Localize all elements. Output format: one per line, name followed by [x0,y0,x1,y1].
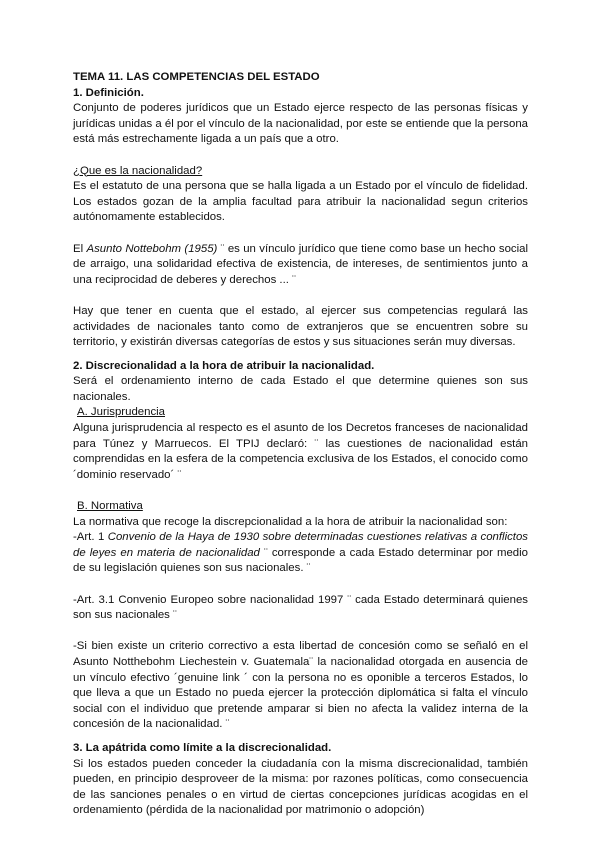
section-2-heading: 2. Discrecionalidad a la hora de atribuir la nacionalidad. [73,359,375,372]
section-1-paragraph-definition: Conjunto de poderes jurídicos que un Estado ejerce respecto de las personas físicas y jurídicas unidas a él por el vínculo de la nacionalidad, por este se entiende que la persona está más estrechamente ligada a un país que a otro. [73,102,528,146]
section-1-paragraph-estatuto: Es el estatuto de una persona que se halla ligada a un Estado por el vínculo de fidelidad. Los estados gozan de la amplia facultad para atribuir la nacionalidad segun criterios autónomamente establecidos. [73,180,528,224]
section-3-heading: 3. La apátrida como límite a la discrecionalidad. [73,741,332,754]
section-1-paragraph-competencias: Hay que tener en cuenta que el estado, al ejercer sus competencias regulará las actividades de nacionales tanto como de extranjeros que se encuentren sobre su territorio, y existirán diversas categorías de estos y sus situaciones serán muy diversas. [73,304,528,349]
art1-pre: -Art. 1 [73,531,108,544]
section-1-paragraph-nottebohm [73,242,528,289]
section-2b-art31: -Art. 3.1 Convenio Europeo sobre nacionalidad 1997 ¨ cada Estado determinará quienes son sus nacionales ¨ [73,593,528,622]
art1-convenio-title: Convenio de la Haya de 1930 sobre determinadas cuestiones relativas a conflictos de leyes en materia de nacionalidad [73,531,528,559]
section-2-paragraph-intro: Será el ordenamiento interno de cada Estado el que determine quienes son sus nacionales. [73,375,528,403]
section-2b-paragraph-correctivo: -Si bien existe un criterio correctivo a esta libertad de concesión como se señaló en el Asunto Notthebohm Liechestein v. Guatemala¨ la nacionalidad otorgada en ausencia de un vínculo efectivo ´genuine link ´ con la persona no es oponible a terceros Estados, lo que lleva a que un Estado no pueda ejercer la protección diplomática si falta el vínculo social con el individuo que pretende amparar si bien no afecta la validez interna de la concesión de la nacionalidad. ¨ [73,640,528,731]
art1-post: ¨ corresponde a cada Estado determinar por medio de su legislación quienes son sus nacionales. ¨ [73,546,528,575]
nottebohm-pre: El [73,242,87,255]
section-2b-heading: B. Normativa [77,500,143,513]
section-2b-paragraph-intro: La normativa que recoge la discrepcionalidad a la hora de atribuir la nacionalidad son: [73,515,508,528]
nottebohm-case-name: Asunto Nottebohm (1955) [86,242,218,255]
section-2a-heading: A. Jurisprudencia [77,406,166,419]
document-title: TEMA 11. LAS COMPETENCIAS DEL ESTADO [73,71,320,83]
section-3-paragraph: Si los estados pueden conceder la ciudadanía con la misma discrecionalidad, también pueden, en principio desproveer de la misma: por razones políticas, como consecuencia de las sanciones penales o en virtud de ciertas concepciones jurídicas acogidas en el ordenamiento (pérdida de la nacionalidad por matrimonio o adopción) [73,757,528,817]
section-2b-art1 [73,530,528,577]
section-2a-paragraph: Alguna jurisprudencia al respecto es el asunto de los Decretos franceses de nacionalidad para Túnez y Marruecos. El TPIJ declaró: ¨ las cuestiones de nacionalidad están comprendidas en la esfera de la competencia exclusiva de los Estados, el conocido como ´dominio reservado´ ¨ [73,422,528,481]
nottebohm-post: ¨ es un vínculo jurídico que tiene como base un hecho social de arraigo, una solidaridad efectiva de existencia, de intereses, de sentimientos junto a una reciprocidad de deberes y derechos ... ¨ [73,242,529,286]
section-1-heading: 1. Definición. [73,86,144,99]
document-page [73,70,528,819]
question-nacionalidad: ¿Que es la nacionalidad? [73,164,203,177]
